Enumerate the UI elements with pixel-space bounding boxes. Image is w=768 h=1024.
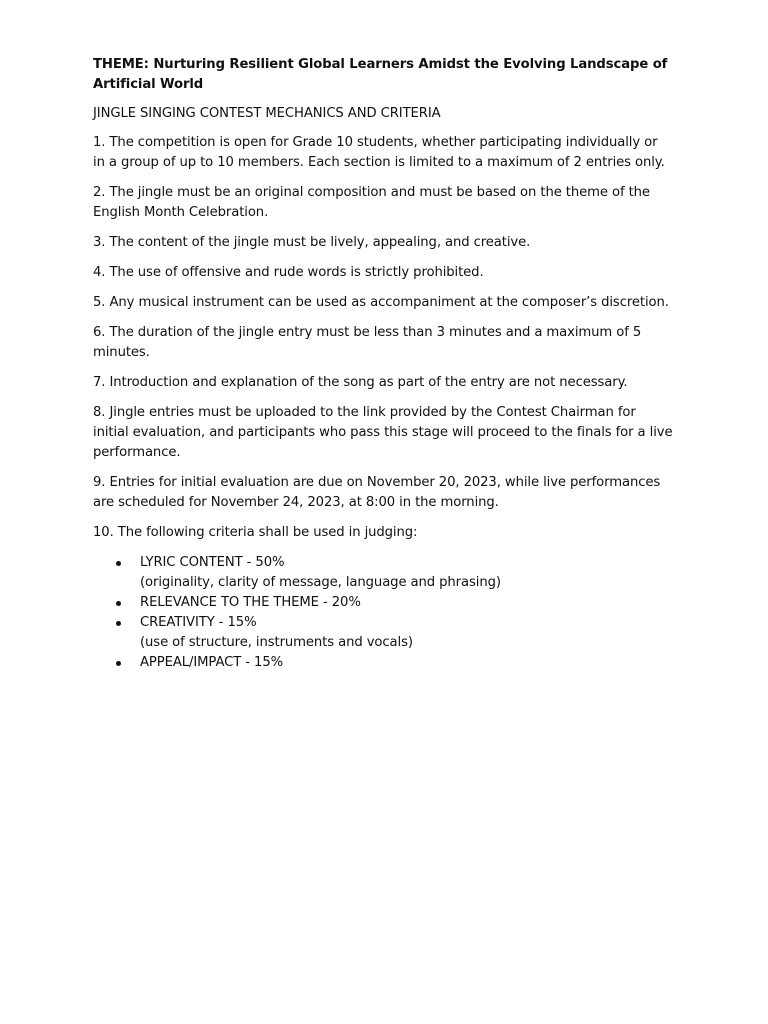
bullet-icon (116, 561, 121, 566)
rule-item: 2. The jingle must be an original composition and must be based on the theme of the English Month Celebration. (93, 185, 650, 220)
criteria-detail: (use of structure, instruments and vocals) (140, 635, 413, 650)
rule-item: 8. Jingle entries must be uploaded to the link provided by the Contest Chairman for initial evaluation, and participants who pass this stage will proceed to the finals for a live performance. (93, 405, 673, 460)
criteria-label: APPEAL/IMPACT - 15% (140, 655, 284, 670)
criteria-detail: (originality, clarity of message, language and phrasing) (140, 575, 501, 590)
document-page (93, 55, 673, 673)
criteria-item (116, 553, 673, 593)
criteria-item (116, 653, 673, 673)
theme-title: THEME: Nurturing Resilient Global Learners Amidst the Evolving Landscape of Artificial World (93, 57, 668, 92)
bullet-icon (116, 661, 121, 666)
criteria-label: RELEVANCE TO THE THEME - 20% (140, 595, 361, 610)
rule-item: 1. The competition is open for Grade 10 students, whether participating individually or in a group of up to 10 members. Each section is limited to a maximum of 2 entries only. (93, 135, 665, 170)
section-heading: JINGLE SINGING CONTEST MECHANICS AND CRITERIA (93, 106, 441, 121)
criteria-list (93, 553, 673, 673)
rule-item: 7. Introduction and explanation of the song as part of the entry are not necessary. (93, 375, 628, 390)
bullet-icon (116, 601, 121, 606)
rule-item: 3. The content of the jingle must be lively, appealing, and creative. (93, 235, 531, 250)
criteria-label: CREATIVITY - 15% (140, 615, 257, 630)
rule-item: 4. The use of offensive and rude words is strictly prohibited. (93, 265, 484, 280)
rule-item: 6. The duration of the jingle entry must be less than 3 minutes and a maximum of 5 minutes. (93, 325, 642, 360)
criteria-item (116, 593, 673, 613)
bullet-icon (116, 621, 121, 626)
rule-item: 9. Entries for initial evaluation are due on November 20, 2023, while live performances are scheduled for November 24, 2023, at 8:00 in the morning. (93, 475, 661, 510)
rule-item: 5. Any musical instrument can be used as accompaniment at the composer’s discretion. (93, 295, 669, 310)
criteria-label: LYRIC CONTENT - 50% (140, 555, 285, 570)
rule-item: 10. The following criteria shall be used in judging: (93, 525, 418, 540)
criteria-item (116, 613, 673, 653)
